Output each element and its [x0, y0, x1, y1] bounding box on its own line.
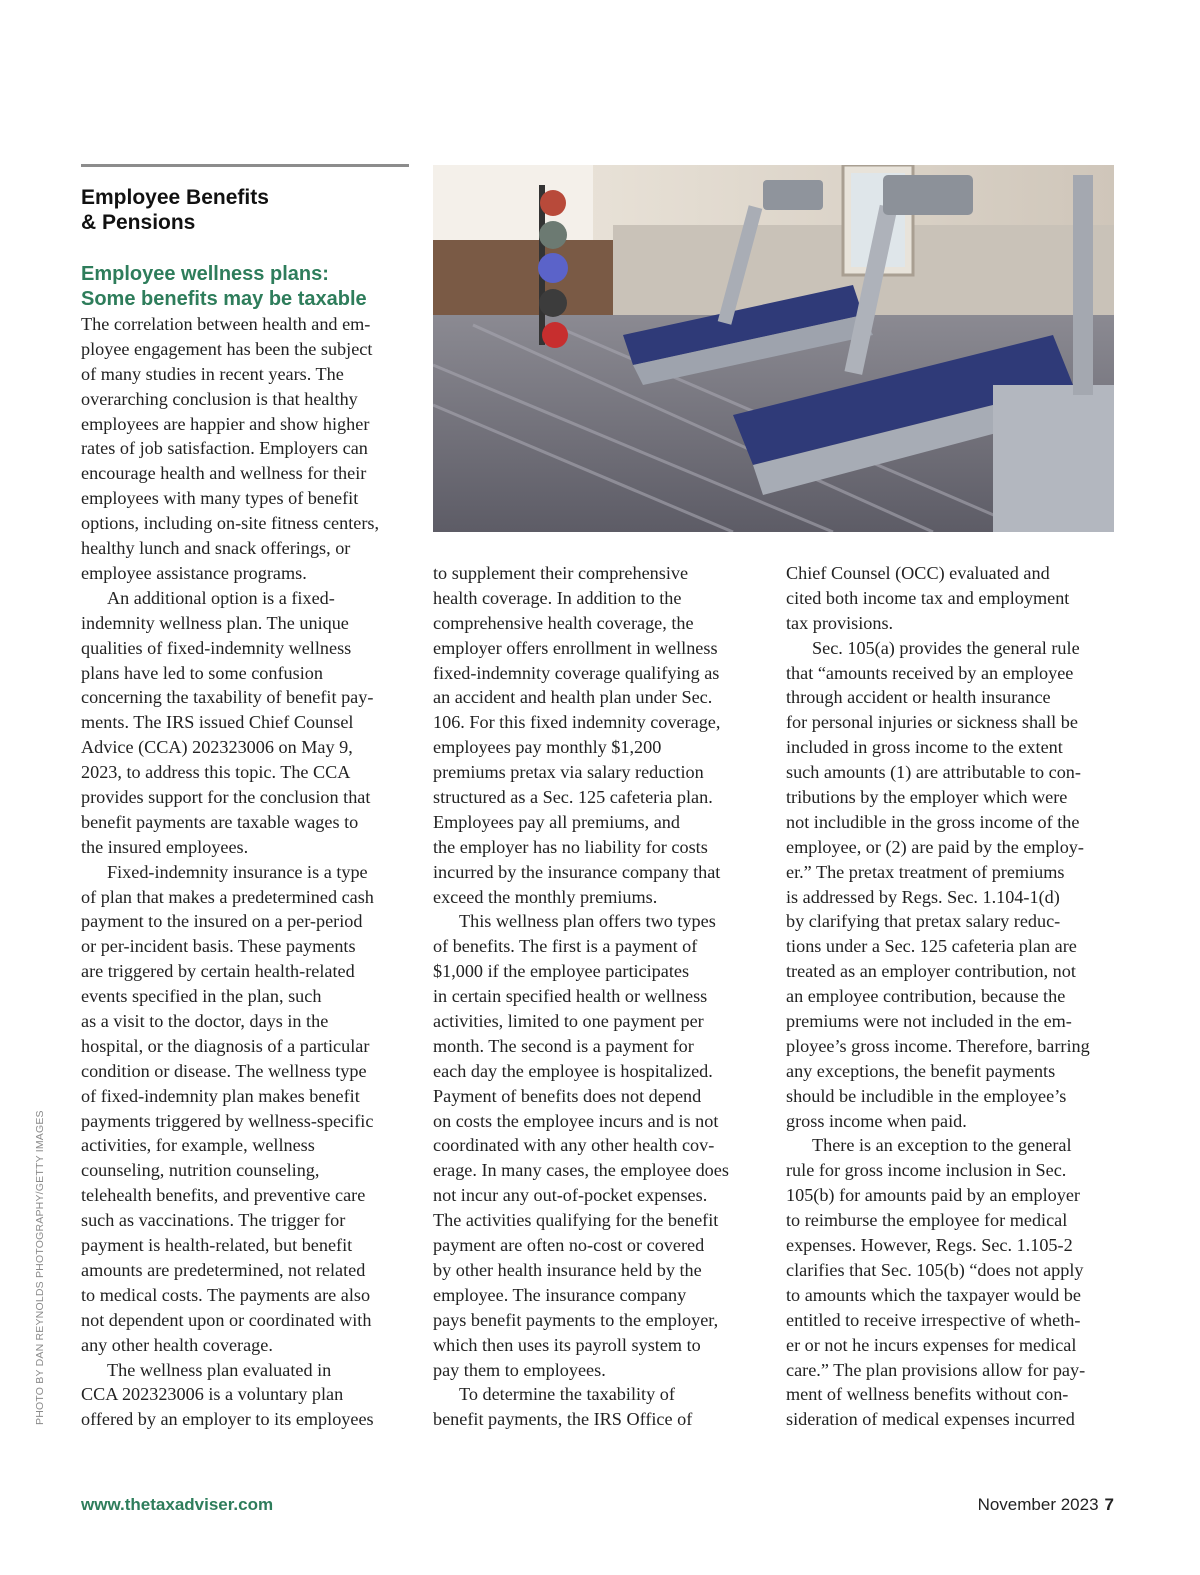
text-line: telehealth benefits, and preventive care: [81, 1185, 366, 1206]
text-line: counseling, nutrition counseling,: [81, 1160, 320, 1181]
text-line: Advice (CCA) 202323006 on May 9,: [81, 737, 353, 758]
text-line: Fixed-indemnity insurance is a type: [107, 861, 368, 882]
text-line: rates of job satisfaction. Employers can: [81, 438, 368, 459]
text-line: are triggered by certain health-related: [81, 961, 355, 982]
text-line: through accident or health insurance: [786, 687, 1051, 708]
text-line: tributions by the employer which were: [786, 787, 1068, 808]
text-line: payment to the insured on a per-period: [81, 911, 363, 932]
text-line: payments triggered by wellness-specific: [81, 1110, 374, 1131]
text-line: expenses. However, Regs. Sec. 1.105-2: [786, 1235, 1073, 1256]
text-line: of fixed-indemnity plan makes benefit: [81, 1085, 360, 1106]
text-line: not dependent upon or coordinated with: [81, 1309, 372, 1330]
text-line: To determine the taxability of: [459, 1384, 675, 1405]
text-line: Employees pay all premiums, and: [433, 811, 680, 832]
text-line: There is an exception to the general: [812, 1135, 1072, 1156]
text-line: comprehensive health coverage, the: [433, 612, 694, 633]
text-line: the insured employees.: [81, 836, 249, 857]
text-line: exceed the monthly premiums.: [433, 886, 658, 907]
text-line: sideration of medical expenses incurred: [786, 1409, 1075, 1430]
text-line: that “amounts received by an employee: [786, 662, 1074, 683]
text-line: employees pay monthly $1,200: [433, 737, 662, 758]
text-line: options, including on-site fitness centers,: [81, 513, 380, 534]
text-line: included in gross income to the extent: [786, 737, 1063, 758]
text-line: fixed-indemnity coverage qualifying as: [433, 662, 720, 683]
text-line: as a visit to the doctor, days in the: [81, 1011, 329, 1032]
text-line: condition or disease. The wellness type: [81, 1060, 367, 1081]
text-line: to amounts which the taxpayer would be: [786, 1284, 1081, 1305]
text-line: of many studies in recent years. The: [81, 363, 344, 384]
text-line: 105(b) for amounts paid by an employer: [786, 1185, 1080, 1206]
text-line: premiums pretax via salary reduction: [433, 762, 704, 783]
text-line: plans have led to some confusion: [81, 662, 323, 683]
text-line: an accident and health plan under Sec.: [433, 687, 713, 708]
footer-website-link[interactable]: www.thetaxadviser.com: [81, 1495, 274, 1514]
text-line: Payment of benefits does not depend: [433, 1085, 702, 1106]
text-line: employer offers enrollment in wellness: [433, 637, 718, 658]
text-line: pay them to employees.: [433, 1359, 606, 1380]
text-line: for personal injuries or sickness shall be: [786, 712, 1078, 733]
section-rule: [81, 164, 409, 167]
text-line: ment of wellness benefits without con-: [786, 1384, 1069, 1405]
text-line: An additional option is a fixed-: [107, 587, 335, 608]
text-line: CCA 202323006 is a voluntary plan: [81, 1384, 344, 1405]
text-line: entitled to receive irrespective of wheth-: [786, 1309, 1081, 1330]
text-line: to supplement their comprehensive: [433, 563, 689, 583]
section-title: [81, 185, 411, 235]
text-line: rule for gross income inclusion in Sec.: [786, 1160, 1067, 1181]
text-line: healthy lunch and snack offerings, or: [81, 538, 351, 559]
text-line: encourage health and wellness for their: [81, 463, 367, 484]
text-line: The activities qualifying for the benefit: [433, 1210, 719, 1231]
text-line: of benefits. The first is a payment of: [433, 936, 698, 957]
column-1: [81, 561, 411, 1432]
text-line: to reimburse the employee for medical: [786, 1210, 1068, 1231]
text-line: qualities of fixed-indemnity wellness: [81, 637, 352, 658]
text-line: payment are often no-cost or covered: [433, 1235, 705, 1256]
footer-date-page: [978, 1495, 1114, 1515]
text-line: employee, or (2) are paid by the employ-: [786, 836, 1084, 857]
text-line: care.” The plan provisions allow for pay-: [786, 1359, 1086, 1380]
text-line: which then uses its payroll system to: [433, 1334, 701, 1355]
text-line: by clarifying that pretax salary reduc-: [786, 911, 1061, 932]
text-line: ployee’s gross income. Therefore, barring: [786, 1035, 1090, 1056]
footer-date: November 2023: [977, 1495, 1099, 1514]
text-line: an employee contribution, because the: [786, 986, 1066, 1007]
text-line: concerning the taxability of benefit pay-: [81, 687, 374, 708]
text-line: overarching conclusion is that healthy: [81, 388, 358, 409]
text-line: employee. The insurance company: [433, 1284, 687, 1305]
text-line: The correlation between health and em-: [81, 314, 371, 334]
text-line: not incur any out-of-pocket expenses.: [433, 1185, 708, 1206]
text-line: payment is health-related, but benefit: [81, 1235, 353, 1256]
text-line: ments. The IRS issued Chief Counsel: [81, 712, 354, 733]
text-line: incurred by the insurance company that: [433, 861, 721, 882]
text-line: benefit payments are taxable wages to: [81, 811, 359, 832]
text-line: offered by an employer to its employees: [81, 1409, 374, 1430]
text-line: pays benefit payments to the employer,: [433, 1309, 719, 1330]
photo-credit: PHOTO BY DAN REYNOLDS PHOTOGRAPHY/GETTY IMAGES: [34, 1110, 46, 1425]
text-line: $1,000 if the employee participates: [433, 961, 690, 982]
text-line: each day the employee is hospitalized.: [433, 1060, 713, 1081]
text-line: by other health insurance held by the: [433, 1259, 702, 1280]
text-line: structured as a Sec. 125 cafeteria plan.: [433, 787, 713, 808]
text-line: health coverage. In addition to the: [433, 587, 682, 608]
text-line: to medical costs. The payments are also: [81, 1284, 371, 1305]
text-line: any other health coverage.: [81, 1334, 273, 1355]
text-line: on costs the employee incurs and is not: [433, 1110, 719, 1131]
page-number: 7: [1104, 1495, 1114, 1514]
headline-line2: Some benefits may be taxable: [81, 288, 367, 310]
text-line: the employer has no liability for costs: [433, 836, 708, 857]
text-line: The wellness plan evaluated in: [107, 1359, 332, 1380]
text-line: not includible in the gross income of the: [786, 811, 1080, 832]
text-line: gross income when paid.: [786, 1110, 967, 1131]
text-line: employees are happier and show higher: [81, 413, 370, 434]
text-line: er.” The pretax treatment of premiums: [786, 861, 1065, 882]
text-line: coordinated with any other health cov-: [433, 1135, 715, 1156]
text-line: er or not he incurs expenses for medical: [786, 1334, 1077, 1355]
text-line: month. The second is a payment for: [433, 1035, 694, 1056]
section-title-line1: Employee Benefits: [81, 186, 269, 209]
text-line: such amounts (1) are attributable to con-: [786, 762, 1081, 783]
text-line: cited both income tax and employment: [786, 587, 1070, 608]
text-line: This wellness plan offers two types: [459, 911, 716, 932]
text-line: should be includible in the employee’s: [786, 1085, 1067, 1106]
section-title-line2: & Pensions: [81, 211, 196, 234]
text-line: is addressed by Regs. Sec. 1.104-1(d): [786, 886, 1060, 907]
text-line: benefit payments, the IRS Office of: [433, 1409, 693, 1430]
text-line: provides support for the conclusion that: [81, 787, 371, 808]
text-line: of plan that makes a predetermined cash: [81, 886, 374, 907]
text-line: any exceptions, the benefit payments: [786, 1060, 1056, 1081]
text-line: employee assistance programs.: [81, 563, 307, 583]
text-line: events specified in the plan, such: [81, 986, 322, 1007]
text-line: activities, limited to one payment per: [433, 1011, 704, 1032]
text-line: Chief Counsel (OCC) evaluated and: [786, 563, 1050, 583]
headline-line1: Employee wellness plans:: [81, 263, 329, 285]
column-3: [786, 561, 1116, 1432]
text-line: clarifies that Sec. 105(b) “does not apply: [786, 1259, 1084, 1280]
text-line: in certain specified health or wellness: [433, 986, 708, 1007]
text-line: erage. In many cases, the employee does: [433, 1160, 729, 1181]
gym-treadmills-photo: [433, 165, 1114, 532]
text-line: activities, for example, wellness: [81, 1135, 315, 1156]
article-headline: [81, 262, 416, 312]
text-line: such as vaccinations. The trigger for: [81, 1210, 346, 1231]
text-line: employees with many types of benefit: [81, 488, 359, 509]
text-line: indemnity wellness plan. The unique: [81, 612, 349, 633]
text-line: tax provisions.: [786, 612, 894, 633]
text-line: premiums were not included in the em-: [786, 1011, 1072, 1032]
text-line: ployee engagement has been the subject: [81, 338, 373, 359]
text-line: Sec. 105(a) provides the general rule: [812, 637, 1080, 658]
text-line: or per-incident basis. These payments: [81, 936, 356, 957]
text-line: hospital, or the diagnosis of a particular: [81, 1035, 370, 1056]
text-line: tions under a Sec. 125 cafeteria plan are: [786, 936, 1077, 957]
text-line: amounts are predetermined, not related: [81, 1259, 366, 1280]
text-line: 106. For this fixed indemnity coverage,: [433, 712, 721, 733]
text-line: 2023, to address this topic. The CCA: [81, 762, 351, 783]
column-2: [433, 561, 763, 1432]
column-1-top: [81, 312, 411, 561]
text-line: treated as an employer contribution, not: [786, 961, 1076, 982]
